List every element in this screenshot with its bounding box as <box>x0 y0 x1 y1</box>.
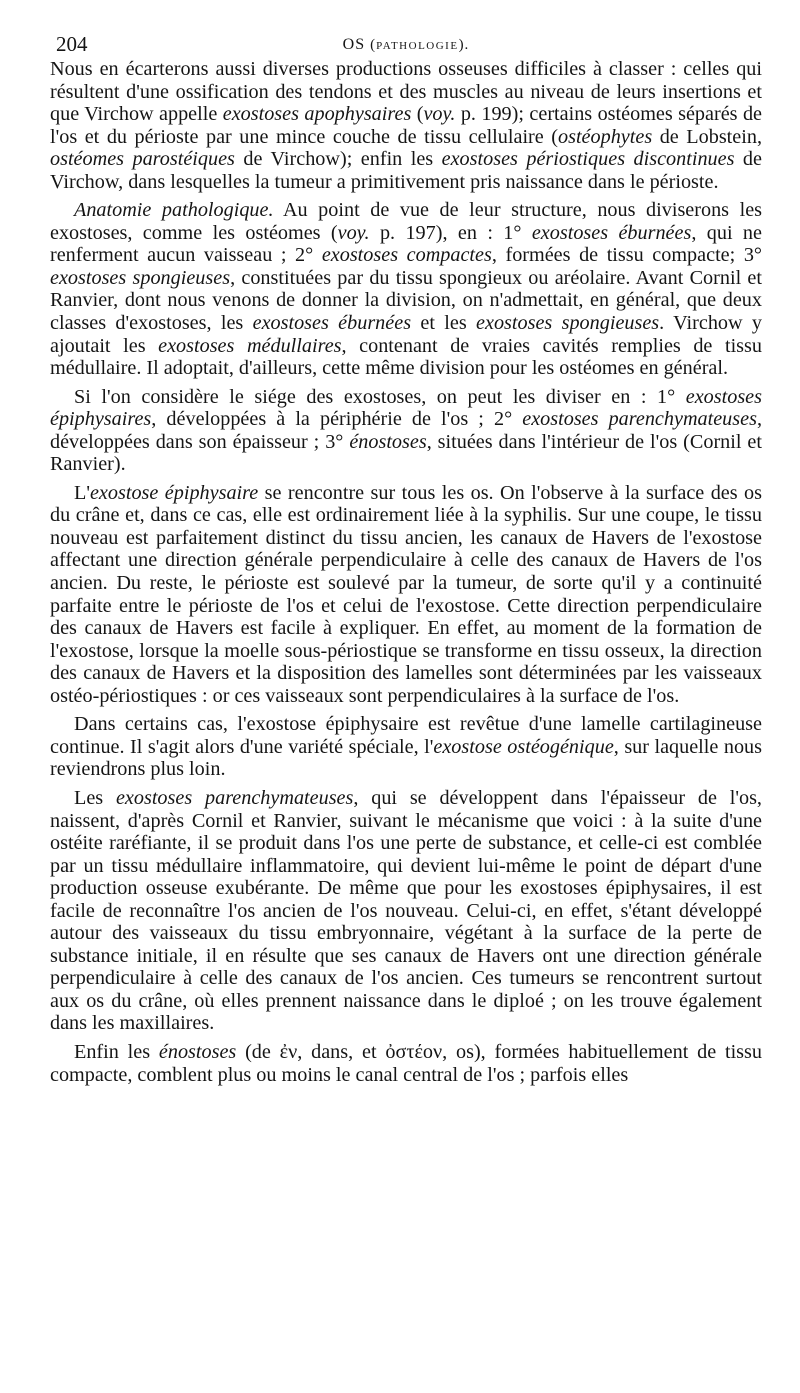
text-run: . Virchow y ajoutait les <box>50 312 763 357</box>
text-run: Les <box>74 786 116 809</box>
italic-term: exostoses épiphysaires <box>50 385 762 431</box>
paragraph-2 <box>50 199 762 379</box>
text-run: de Lobstein, <box>652 125 762 148</box>
italic-term: exostose ostéogénique <box>433 735 614 758</box>
italic-term: exostose épiphysaire <box>89 481 259 504</box>
text-run: p. 199); certains ostéomes séparés de l'os et du périoste par une mince couche de tissu cellulaire ( <box>50 103 762 148</box>
italic-term: exostoses parenchymateuses <box>115 786 354 809</box>
paragraph-7 <box>50 1041 762 1086</box>
text-run: Si l'on considère le siége des exostoses, on peut les diviser en : 1° <box>74 385 686 408</box>
paragraph-1 <box>50 58 762 193</box>
running-title-main: OS <box>342 36 366 53</box>
text-run: et les <box>411 312 477 335</box>
italic-term: voy. <box>423 103 456 126</box>
italic-term: voy. <box>337 221 370 244</box>
italic-term: exostoses médullaires <box>158 334 342 357</box>
italic-term: exostoses périostiques discontinues <box>441 148 735 171</box>
section-heading-italic: Anatomie pathologique. <box>74 199 274 222</box>
text-run: , contenant de vraies cavités remplies de tissu médullaire. Il adoptait, d'ailleurs, cette même division pour les ostéomes en général. <box>50 334 762 380</box>
running-title-close-paren: ). <box>458 37 470 53</box>
italic-term: exostoses spongieuses <box>50 266 231 289</box>
text-run: Nous en écarterons aussi diverses productions osseuses difficiles à classer : celles qui résultent d'une ossification des tendons et des muscles au niveau de leurs insertions et que Virchow appelle <box>50 58 762 126</box>
text-run: se rencontre sur tous les os. On l'observe à la surface des os du crâne et, dans ce cas, elle est ordinairement liée à la syphilis. Sur une coupe, le tissu nouveau est parfaitement distinct du tissu ancien, les canaux de Havers de l'exostose affectant une direction générale perpendiculaire à celle des canaux de Havers de l'os ancien. Du reste, le périoste est soulevé par la tumeur, de sorte qu'il y a continuité parfaite entre le périoste de l'os et celui de l'exostose. Cette direction perpendiculaire des canaux de Havers est facile à expliquer. En effet, au moment de la formation de l'exostose, lorsque la moelle sous-périostique se transforme en tissu osseux, la direction des canaux de Havers et la disposition des lamelles sont déterminées par les vaisseaux ostéo-périostiques : or ces vaisseaux sont perpendiculaires à la surface de l'os. <box>50 481 762 707</box>
italic-term: ostéophytes <box>558 125 653 148</box>
running-title-open-paren: ( <box>370 37 377 53</box>
text-run: , qui ne renferment aucun vaisseau ; 2° <box>50 221 762 267</box>
italic-term: ostéomes parostéiques <box>50 148 235 171</box>
paragraph-5 <box>50 713 762 781</box>
text-run: , constituées par du tissu spongieux ou aréolaire. Avant Cornil et Ranvier, dont nous venons de donner la division, on n'admettait, en général, que deux classes d'exostoses, les <box>50 266 762 335</box>
text-run: (de ἐν, dans, et ὀστέον, os), formées habituellement de tissu compacte, comblent plus ou moins le canal central de l'os ; parfois elles <box>50 1040 762 1086</box>
italic-term: exostoses compactes <box>321 244 492 267</box>
italic-term: exostoses spongieuses <box>476 312 660 335</box>
text-run: , développées dans son épaisseur ; 3° <box>50 408 762 453</box>
italic-term: exostoses éburnées <box>531 221 692 244</box>
body-text <box>50 58 762 1086</box>
italic-term: énostoses <box>349 430 427 453</box>
text-run: , développées à la périphérie de l'os ; 2° <box>151 408 523 431</box>
text-run: Dans certains cas, l'exostose épiphysaire est revêtue d'une lamelle cartilagineuse continue. Il s'agit alors d'une variété spéciale, l' <box>50 713 762 758</box>
italic-term: exostoses apophysaires <box>222 103 412 126</box>
text-run: ( <box>411 103 424 126</box>
paragraph-6 <box>50 787 762 1035</box>
text-run: , formées de tissu compacte; 3° <box>491 244 762 267</box>
text-run: de Virchow, dans lesquelles la tumeur a primitivement pris naissance dans le périoste. <box>50 148 762 193</box>
text-run: p. 197), en : 1° <box>369 221 532 244</box>
text-run: L' <box>74 481 90 504</box>
text-run: Enfin les <box>74 1040 159 1063</box>
italic-term: exostoses éburnées <box>252 312 412 335</box>
page-number: 204 <box>56 32 88 56</box>
paragraph-3 <box>50 386 762 476</box>
running-title <box>50 36 762 54</box>
paragraph-4 <box>50 482 762 707</box>
italic-term: énostoses <box>158 1040 237 1063</box>
text-run: de Virchow); enfin les <box>234 148 442 171</box>
text-run: , situées dans l'intérieur de l'os (Cornil et Ranvier). <box>50 430 762 476</box>
italic-term: exostoses parenchymateuses <box>522 408 757 431</box>
text-run: Au point de vue de leur structure, nous diviserons les exostoses, comme les ostéomes ( <box>50 199 763 244</box>
running-head <box>50 26 762 58</box>
running-title-sub: PATHOLOGIE <box>376 40 459 52</box>
text-run: , qui se développent dans l'épaisseur de l'os, naissent, d'après Cornil et Ranvier, suivant le mécanisme que voici : à la suite d'une ostéite raréfiante, il se produit dans l'os une perte de substance, et celle-ci est comblée par un tissu médullaire inflammatoire, qui devient lui-même le point de départ d'une production osseuse exubérante. De même que pour les exostoses épiphysaires, il est facile de reconnaître l'os ancien de l'os nouveau. Celui-ci, en effet, s'étant développé autour des vaisseaux du tissu embryonnaire, végétant à la surface de la perte de substance initiale, il en résulte que ses canaux de Havers ont une direction générale perpendiculaire à celle des canaux de l'os ancien. Ces tumeurs se rencontrent surtout aux os du crâne, où elles prennent naissance dans le diploé ; on les trouve également dans les maxillaires. <box>50 786 762 1035</box>
text-run: , sur laquelle nous reviendrons plus loin. <box>50 735 762 781</box>
